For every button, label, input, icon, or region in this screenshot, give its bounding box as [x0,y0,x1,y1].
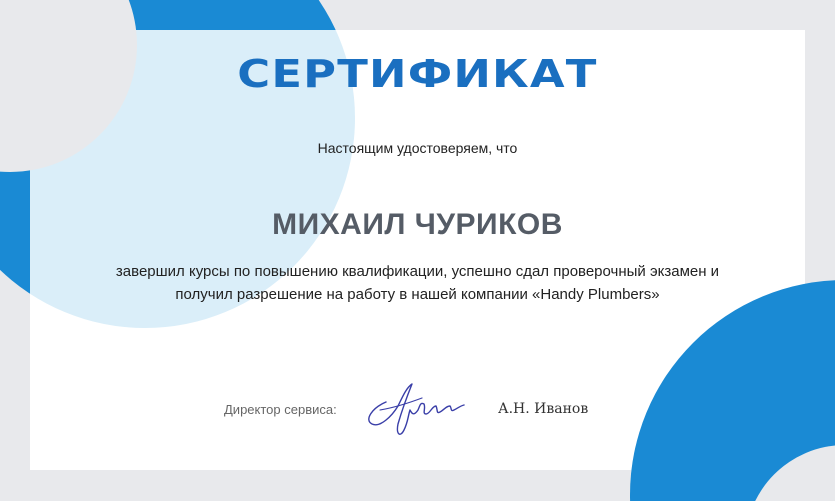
signatory-role: Директор сервиса: [224,402,337,417]
handwritten-signature [362,380,472,442]
bottom-right-blue-ring-overlap [630,280,805,470]
certificate-title: СЕРТИФИКАТ [237,52,598,96]
recipient-name: МИХАИЛ ЧУРИКОВ [272,208,563,241]
intro-text: Настоящим удостоверяем, что [317,140,518,156]
signatory-name: А.Н. Иванов [498,401,589,417]
certificate-body: завершил курсы по повышению квалификации, успешно сдал проверочный экзамен и получил разрешение на работу в нашей компании «Handy Plumbers» [115,263,720,303]
